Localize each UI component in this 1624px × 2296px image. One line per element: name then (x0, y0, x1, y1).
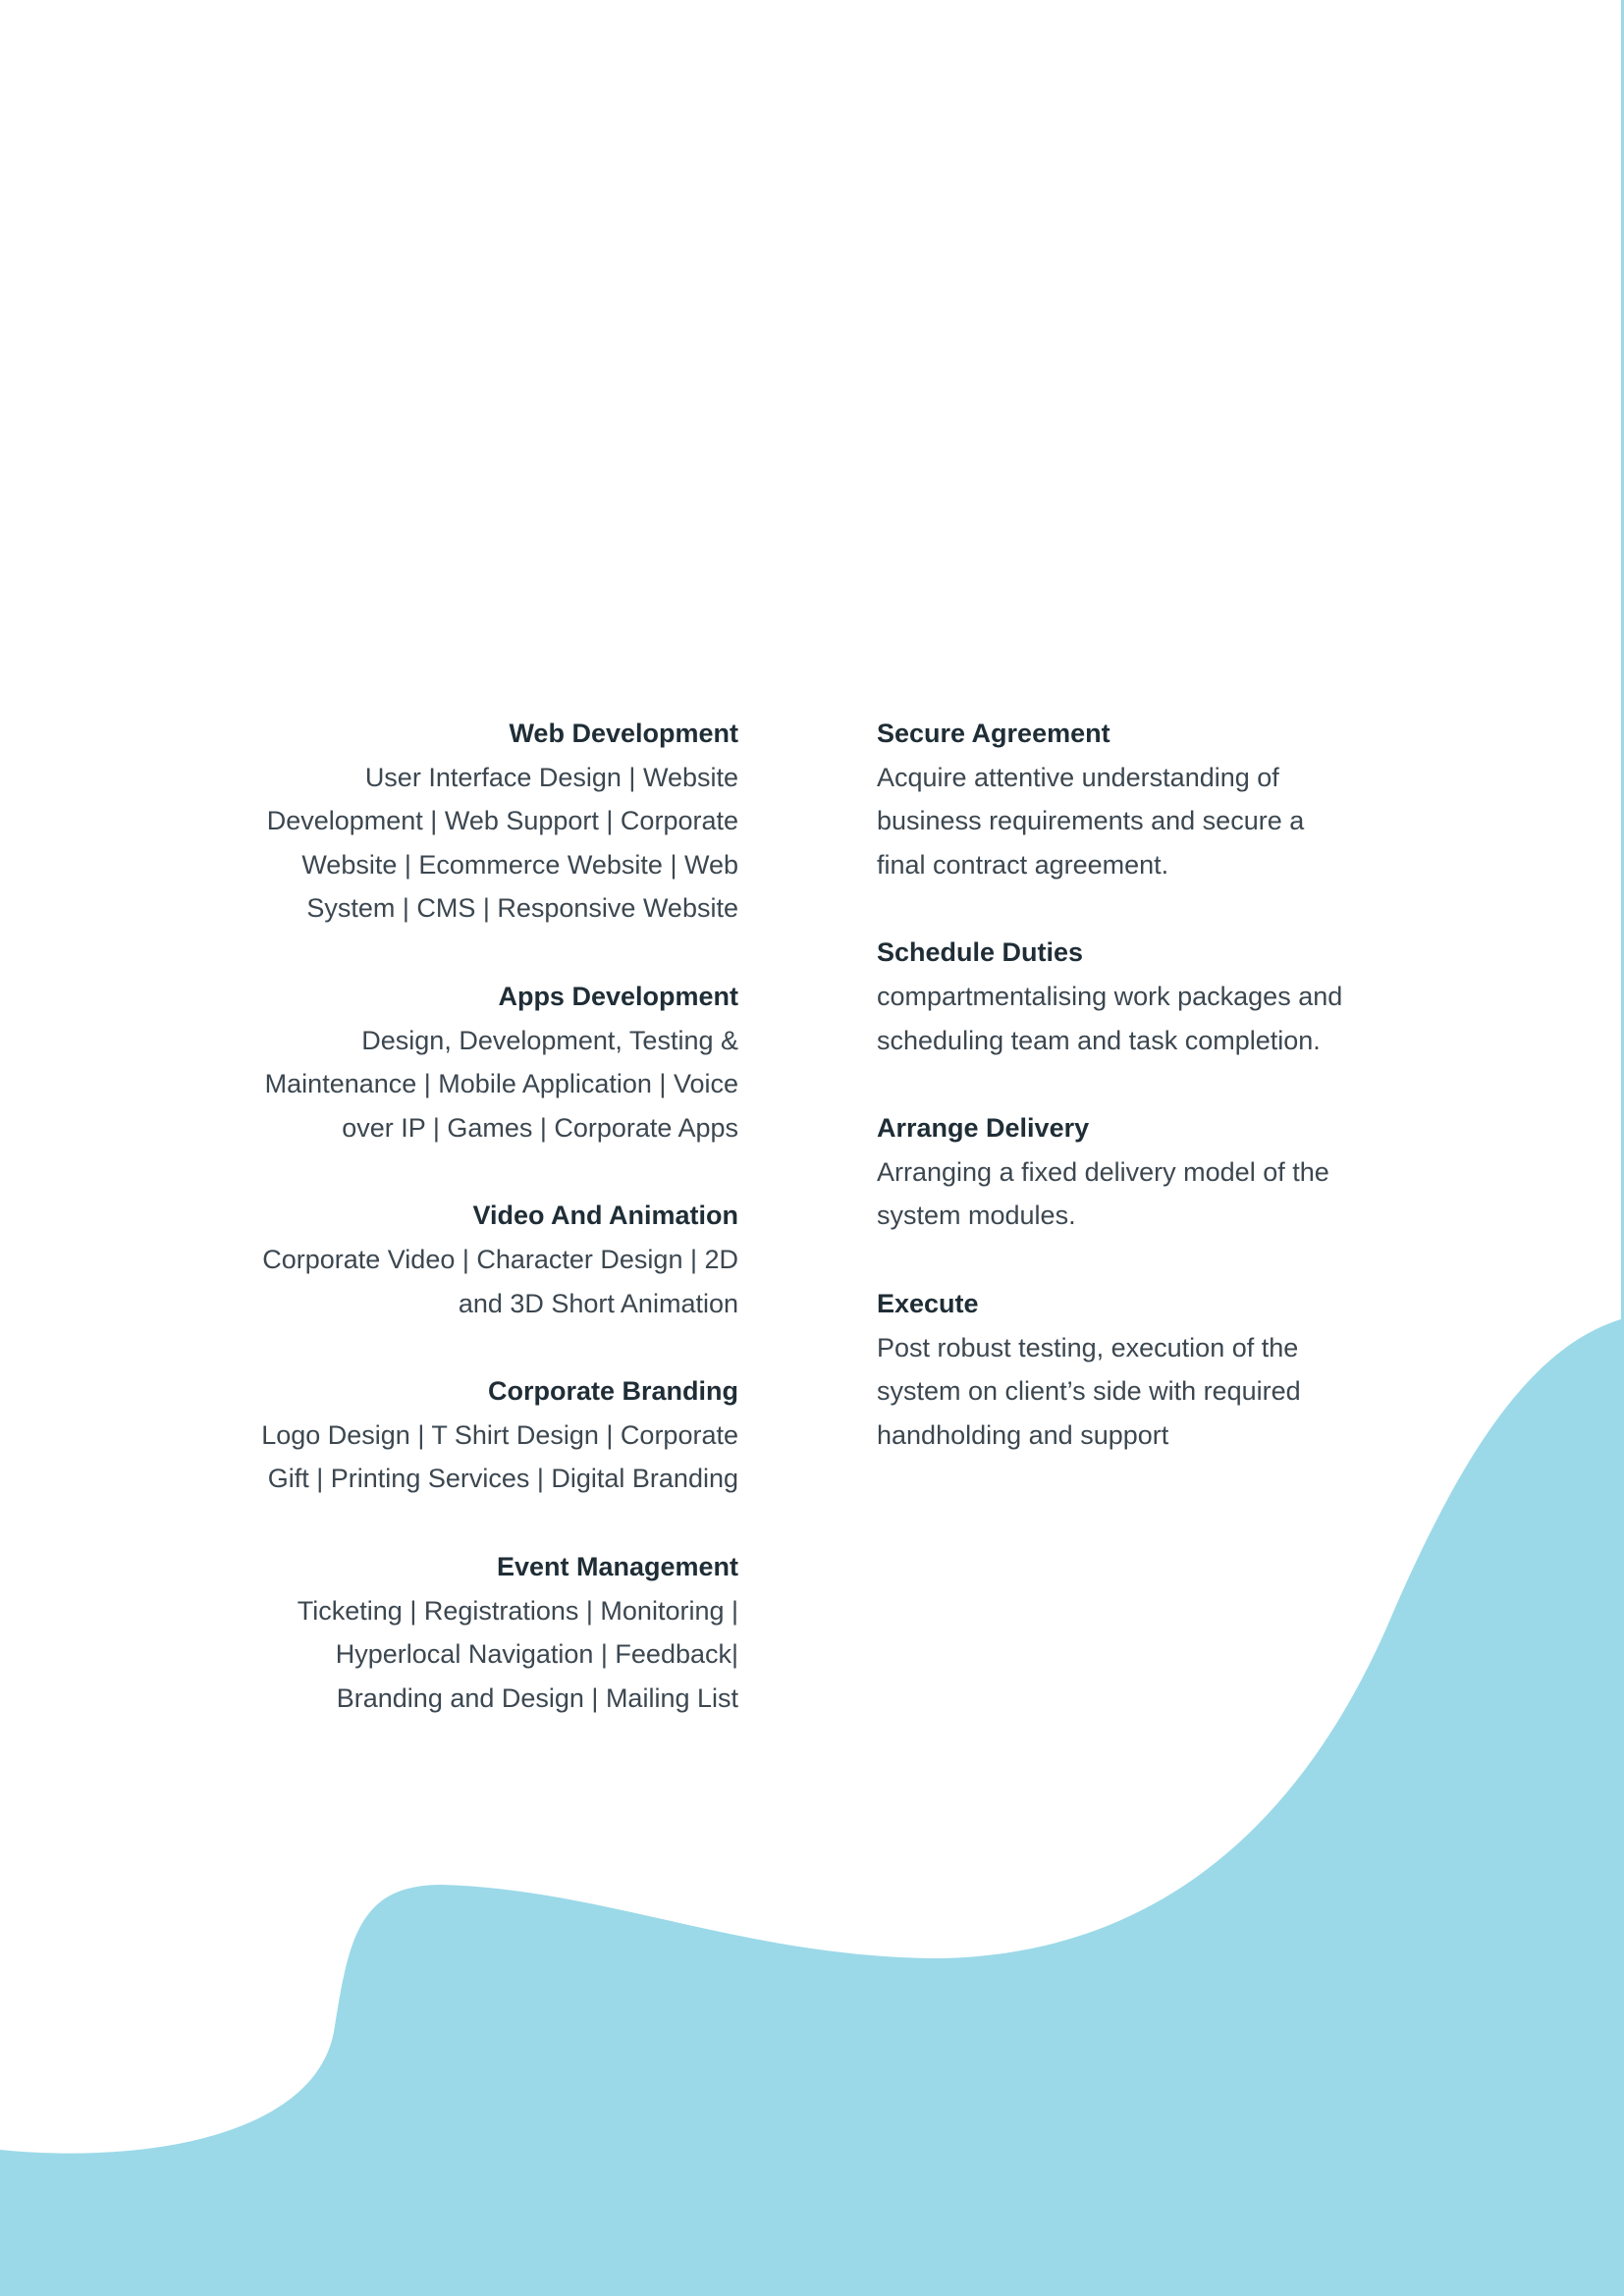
process-line: business requirements and secure a (877, 806, 1305, 836)
service-block-apps-development (244, 975, 738, 1149)
service-line: Gift | Printing Services | Digital Branding (267, 1464, 738, 1494)
service-line: Branding and Design | Mailing List (336, 1682, 738, 1713)
service-block-video-animation (244, 1194, 738, 1325)
process-block-arrange-delivery (877, 1106, 1387, 1238)
process-line: Acquire attentive understanding of (877, 762, 1279, 792)
service-line: Maintenance | Mobile Application | Voice (264, 1069, 738, 1099)
process-line: final contract agreement. (877, 849, 1169, 880)
process-line: handholding and support (877, 1419, 1169, 1450)
service-line: Design, Development, Testing & (361, 1025, 738, 1055)
service-block-event-management (244, 1545, 738, 1720)
service-line: Logo Design | T Shirt Design | Corporate (261, 1419, 738, 1450)
process-line: compartmentalising work packages and (877, 981, 1343, 1011)
service-line: User Interface Design | Website (364, 762, 738, 792)
process-column (877, 712, 1387, 1501)
process-line: scheduling team and task completion. (877, 1025, 1321, 1055)
process-title: Execute (877, 1288, 979, 1318)
service-line: over IP | Games | Corporate Apps (342, 1112, 738, 1143)
service-line: System | CMS | Responsive Website (306, 893, 738, 924)
process-line: Arranging a fixed delivery model of the (877, 1156, 1329, 1187)
service-title: Event Management (496, 1551, 738, 1581)
service-title: Corporate Branding (487, 1376, 738, 1407)
process-line: system modules. (877, 1201, 1076, 1231)
process-title: Secure Agreement (877, 719, 1110, 748)
process-block-execute (877, 1282, 1387, 1457)
process-title: Arrange Delivery (877, 1113, 1090, 1144)
service-block-web-development (244, 712, 738, 931)
service-line: Development | Web Support | Corporate (266, 806, 738, 836)
process-line: Post robust testing, execution of the (877, 1332, 1299, 1362)
service-line: Website | Ecommerce Website | Web (301, 849, 738, 880)
service-line: Ticketing | Registrations | Monitoring | (297, 1595, 738, 1626)
service-title: Web Development (509, 719, 738, 748)
service-line: and 3D Short Animation (458, 1288, 738, 1318)
process-title: Schedule Duties (877, 937, 1084, 968)
service-line: Hyperlocal Navigation | Feedback| (335, 1639, 738, 1670)
services-column (244, 712, 738, 1764)
service-block-corporate-branding (244, 1369, 738, 1501)
process-block-schedule-duties (877, 931, 1387, 1062)
process-line: system on client’s side with required (877, 1376, 1301, 1407)
service-title: Video And Animation (472, 1201, 738, 1231)
service-title: Apps Development (498, 981, 738, 1011)
service-line: Corporate Video | Character Design | 2D (262, 1244, 738, 1274)
process-block-secure-agreement (877, 712, 1387, 886)
